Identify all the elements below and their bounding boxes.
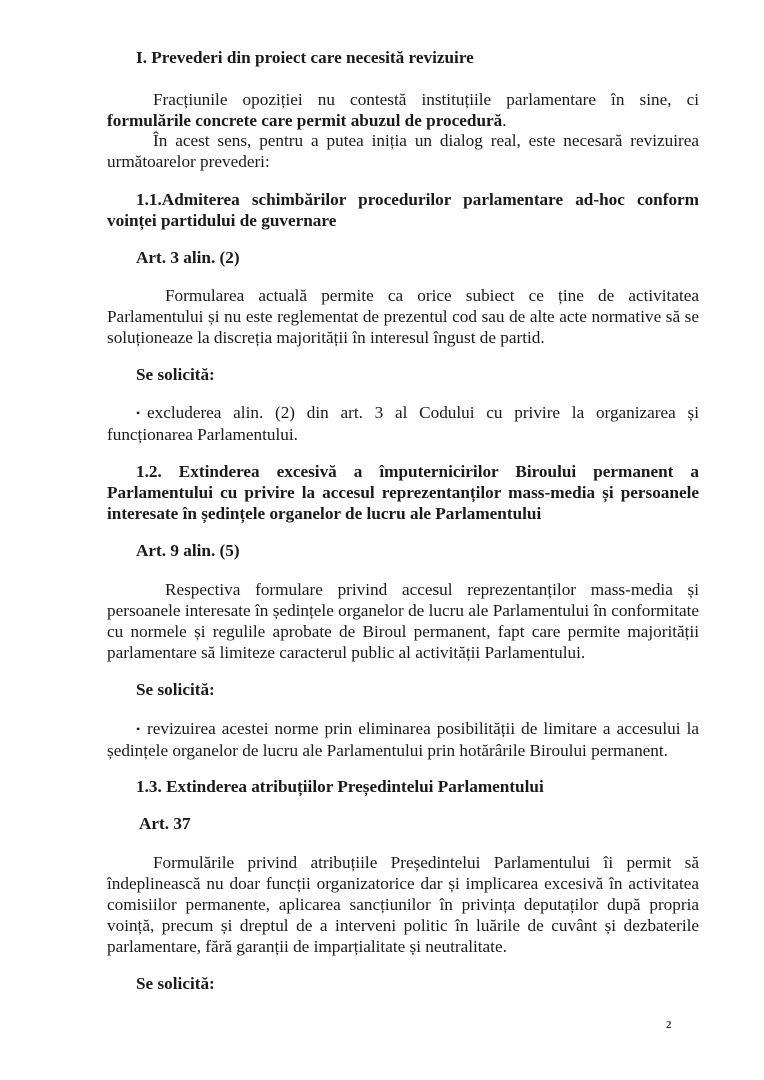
bullet-icon: • [136,406,141,420]
bullet-text: revizuirea acestei norme prin eliminarea posibilității de limitare a accesului la ședințele organelor de lucru ale Parlamentului prin hotărârile Biroului permanent. [107,719,699,760]
intro-period: . [502,111,507,130]
intro-bold-text: formulările concrete care permit abuzul de procedură [107,111,503,130]
bullet-text: excluderea alin. (2) din art. 3 al Codului cu privire la organizarea și funcționarea Parlamentului. [107,403,699,444]
request-label-1-1: Se solicită: [136,365,215,384]
request-label-1-2: Se solicită: [136,680,215,699]
paragraph-1-1: Formularea actuală permite ca orice subiect ce ține de activitatea Parlamentului și nu este reglementat de prezentul cod sau de alte acte normative să se soluționeaze la discreția majorității în interesul îngust de partid. [107,286,699,347]
intro-paragraph-2: În acest sens, pentru a putea iniția un dialog real, este necesară revizuirea următoarelor prevederi: [107,131,699,171]
bullet-item-1-2 [107,718,699,761]
subsection-title-1-2: 1.2. Extinderea excesivă a împuternicirilor Biroului permanent a Parlamentului cu privire la accesul reprezentanților mass-media și persoanele interesate în ședințele organelor de lucru ale Parlamentului [107,462,699,523]
page-number: 2 [666,1019,672,1031]
section-title: I. Prevederi din proiect care necesită revizuire [136,48,474,67]
article-ref-1-1: Art. 3 alin. (2) [136,248,240,267]
bullet-item-1-1 [107,402,699,445]
article-ref-1-2: Art. 9 alin. (5) [136,541,240,560]
article-ref-1-3: Art. 37 [139,814,191,833]
paragraph-1-3: Formulările privind atribuțiile Președintelui Parlamentului îi permit să îndeplinească nu doar funcții organizatorice dar și implicarea excesivă în activitatea comisiilor permanente, aplicarea sancțiunilor în privința deputaților după propria voință, precum și dreptul de a interveni politic în luările de cuvânt și dezbaterile parlamentare, fără garanții de imparțialitate și neutralitate. [107,853,699,956]
intro-paragraph [107,89,699,131]
request-label-1-3: Se solicită: [136,974,215,993]
subsection-title-1-3: 1.3. Extinderea atribuțiilor Președintelui Parlamentului [136,777,544,796]
subsection-title-1-1: 1.1.Admiterea schimbărilor procedurilor parlamentare ad-hoc conform voinței partidului de guvernare [107,190,699,230]
intro-text: Fracțiunile opoziției nu contestă instituțiile parlamentare în sine, ci [153,90,699,109]
paragraph-1-2: Respectiva formulare privind accesul reprezentanților mass-media și persoanele interesate în ședințele organelor de lucru ale Parlamentului în conformitate cu normele și regulile aprobate de Biroul permanent, fapt care permite majorității parlamentare să limiteze caracterul public al activității Parlamentului. [107,580,699,662]
bullet-icon: • [136,722,141,736]
